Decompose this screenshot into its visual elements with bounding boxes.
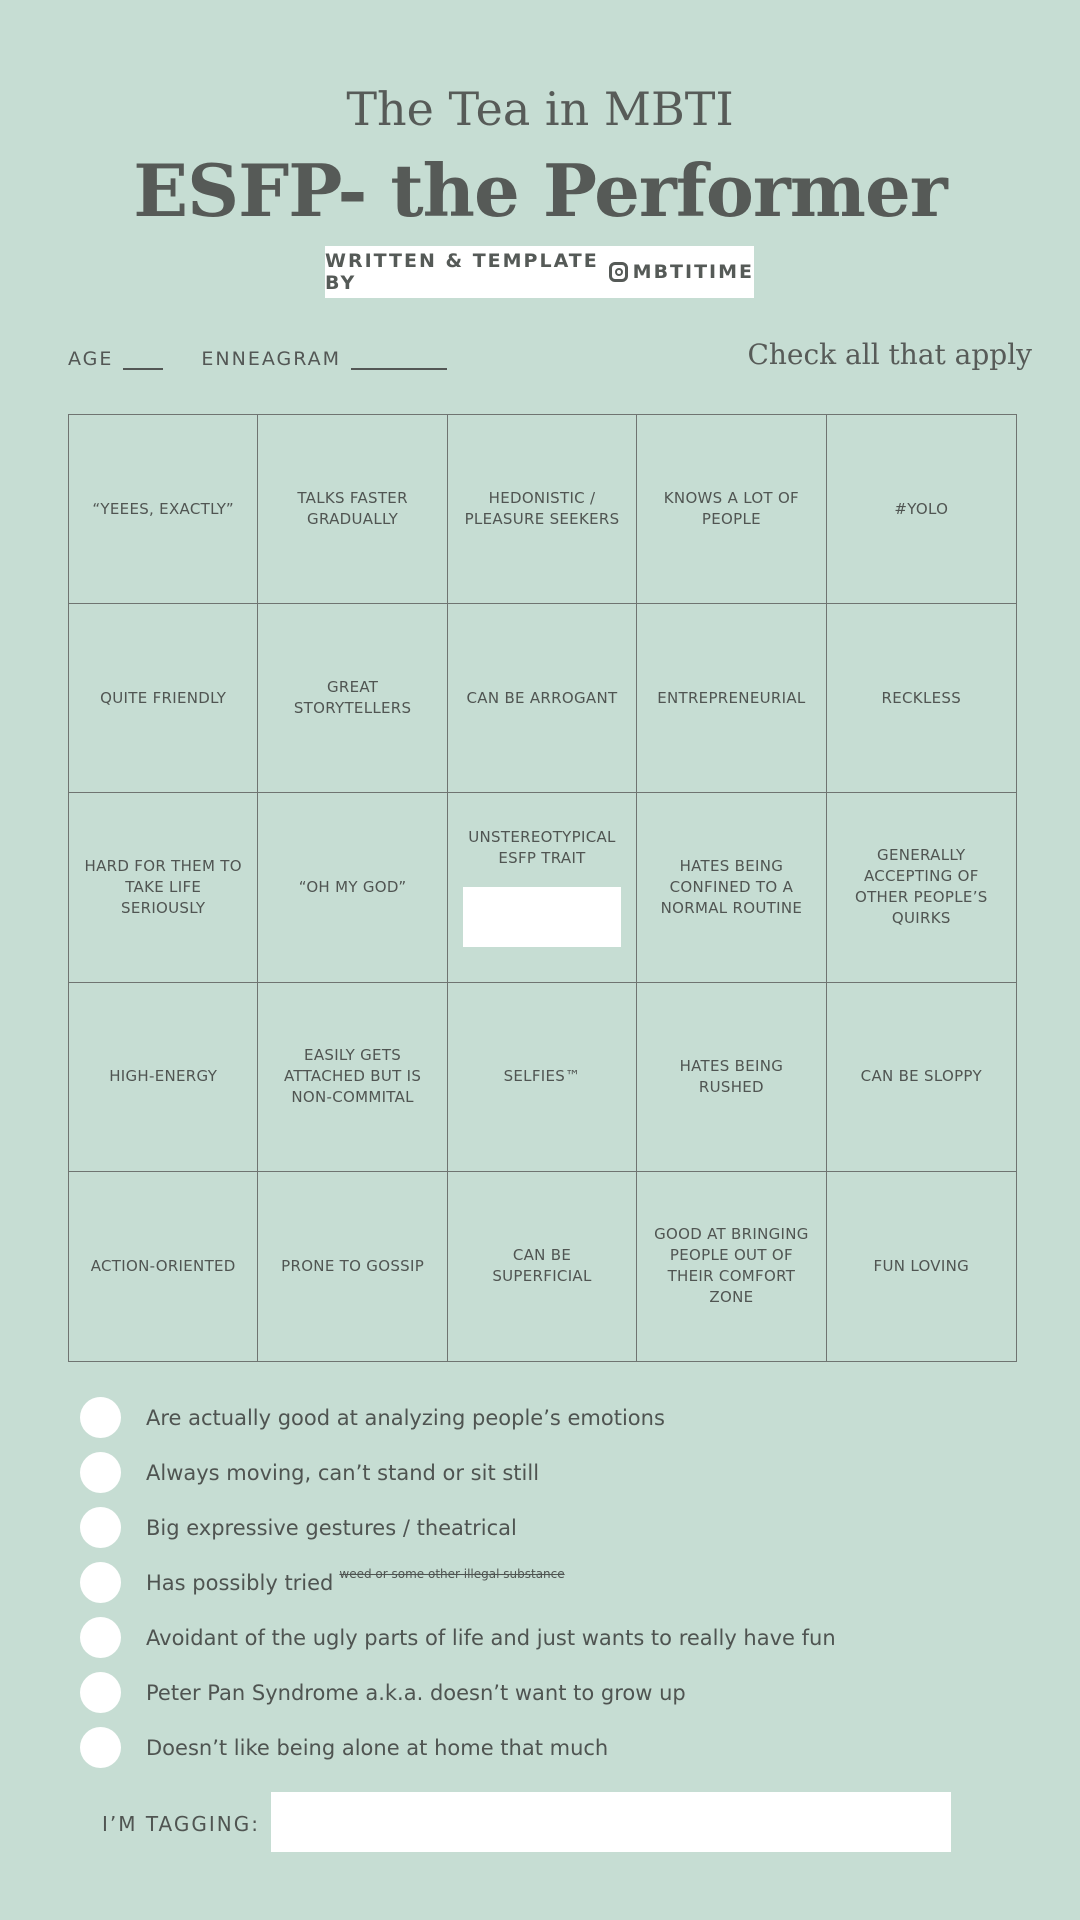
checklist-item[interactable]: Has possibly tried weed or some other illegal substance [80, 1555, 836, 1610]
checklist-item[interactable]: Always moving, can’t stand or sit still [80, 1445, 836, 1500]
checkbox-circle[interactable] [80, 1562, 121, 1603]
credit-badge [325, 246, 754, 298]
bingo-cell[interactable]: HATES BEING CONFINED TO A NORMAL ROUTINE [637, 793, 826, 982]
bingo-cell[interactable]: CAN BE ARROGANT [448, 604, 637, 793]
bingo-cell[interactable]: KNOWS A LOT OF PEOPLE [637, 415, 826, 604]
bingo-cell[interactable]: GOOD AT BRINGING PEOPLE OUT OF THEIR COMFORT ZONE [637, 1172, 826, 1361]
bingo-cell[interactable]: HATES BEING RUSHED [637, 983, 826, 1172]
checkbox-circle[interactable] [80, 1397, 121, 1438]
bingo-cell[interactable]: FUN LOVING [873, 1256, 970, 1275]
checklist-item[interactable]: Big expressive gestures / theatrical [80, 1500, 836, 1555]
bingo-cell[interactable]: ENTREPRENEURIAL [637, 604, 826, 793]
checklist-item[interactable]: Peter Pan Syndrome a.k.a. doesn’t want to grow up [80, 1665, 836, 1720]
bingo-grid [68, 414, 1017, 1362]
bingo-cell[interactable]: GENERALLY ACCEPTING OF OTHER PEOPLE’S QUIRKS [827, 793, 1016, 982]
bingo-cell[interactable]: “YEEES, EXACTLY” [69, 415, 258, 604]
bingo-cell[interactable]: CAN BE SLOPPY [827, 983, 1016, 1172]
tagging-input[interactable] [271, 1792, 951, 1852]
bingo-cell[interactable]: CAN BE SUPERFICIAL [448, 1172, 637, 1361]
subtitle: The Tea in MBTI [346, 82, 734, 136]
checklist-item[interactable]: Doesn’t like being alone at home that much [80, 1720, 836, 1775]
tagging-label: I’M TAGGING: [102, 1812, 260, 1836]
credit-prefix: WRITTEN & TEMPLATE BY [325, 250, 599, 294]
bingo-cell[interactable]: ACTION-ORIENTED [69, 1172, 258, 1361]
enneagram-label: ENNEAGRAM [201, 348, 342, 370]
checkbox-circle[interactable] [80, 1452, 121, 1493]
credit-handle: MBTITIME [632, 261, 754, 283]
check-all-instruction: Check all that apply [747, 338, 1032, 371]
checkbox-circle[interactable] [80, 1727, 121, 1768]
age-label: AGE [68, 348, 114, 370]
checkbox-circle[interactable] [80, 1617, 121, 1658]
custom-trait-input[interactable] [463, 887, 621, 947]
bingo-cell[interactable]: HIGH-ENERGY [69, 983, 258, 1172]
strikethrough-note: weed or some other illegal substance [339, 1566, 565, 1581]
bingo-cell[interactable]: QUITE FRIENDLY [69, 604, 258, 793]
bingo-cell[interactable]: HARD FOR THEM TO TAKE LIFE SERIOUSLY [69, 793, 258, 982]
bingo-cell[interactable]: #YOLO [827, 415, 1016, 604]
checklist-item[interactable]: Are actually good at analyzing people’s emotions [80, 1390, 836, 1445]
page-title: ESFP- the Performer [133, 148, 947, 233]
bingo-cell[interactable]: SELFIES™ [448, 983, 637, 1172]
bingo-cell[interactable]: PRONE TO GOSSIP [258, 1172, 447, 1361]
bingo-cell[interactable]: TALKS FASTER GRADUALLY [258, 415, 447, 604]
bingo-cell[interactable]: “OH MY GOD” [258, 793, 447, 982]
bingo-cell[interactable]: HEDONISTIC / PLEASURE SEEKERS [448, 415, 637, 604]
checklist-item[interactable]: Avoidant of the ugly parts of life and just wants to really have fun [80, 1610, 836, 1665]
bingo-cell[interactable]: RECKLESS [827, 604, 1016, 793]
checkbox-circle[interactable] [80, 1507, 121, 1548]
bingo-cell-custom[interactable]: UNSTEREOTYPICAL ESFP TRAIT [448, 793, 637, 982]
bingo-cell[interactable]: GREAT STORYTELLERS [258, 604, 447, 793]
checkbox-circle[interactable] [80, 1672, 121, 1713]
checklist [80, 1390, 836, 1775]
enneagram-input-line[interactable] [351, 367, 447, 370]
bingo-cell[interactable]: EASILY GETS ATTACHED BUT IS NON-COMMITAL [258, 983, 447, 1172]
profile-fields [68, 348, 447, 370]
instagram-icon [609, 262, 627, 282]
age-input-line[interactable] [123, 367, 163, 370]
